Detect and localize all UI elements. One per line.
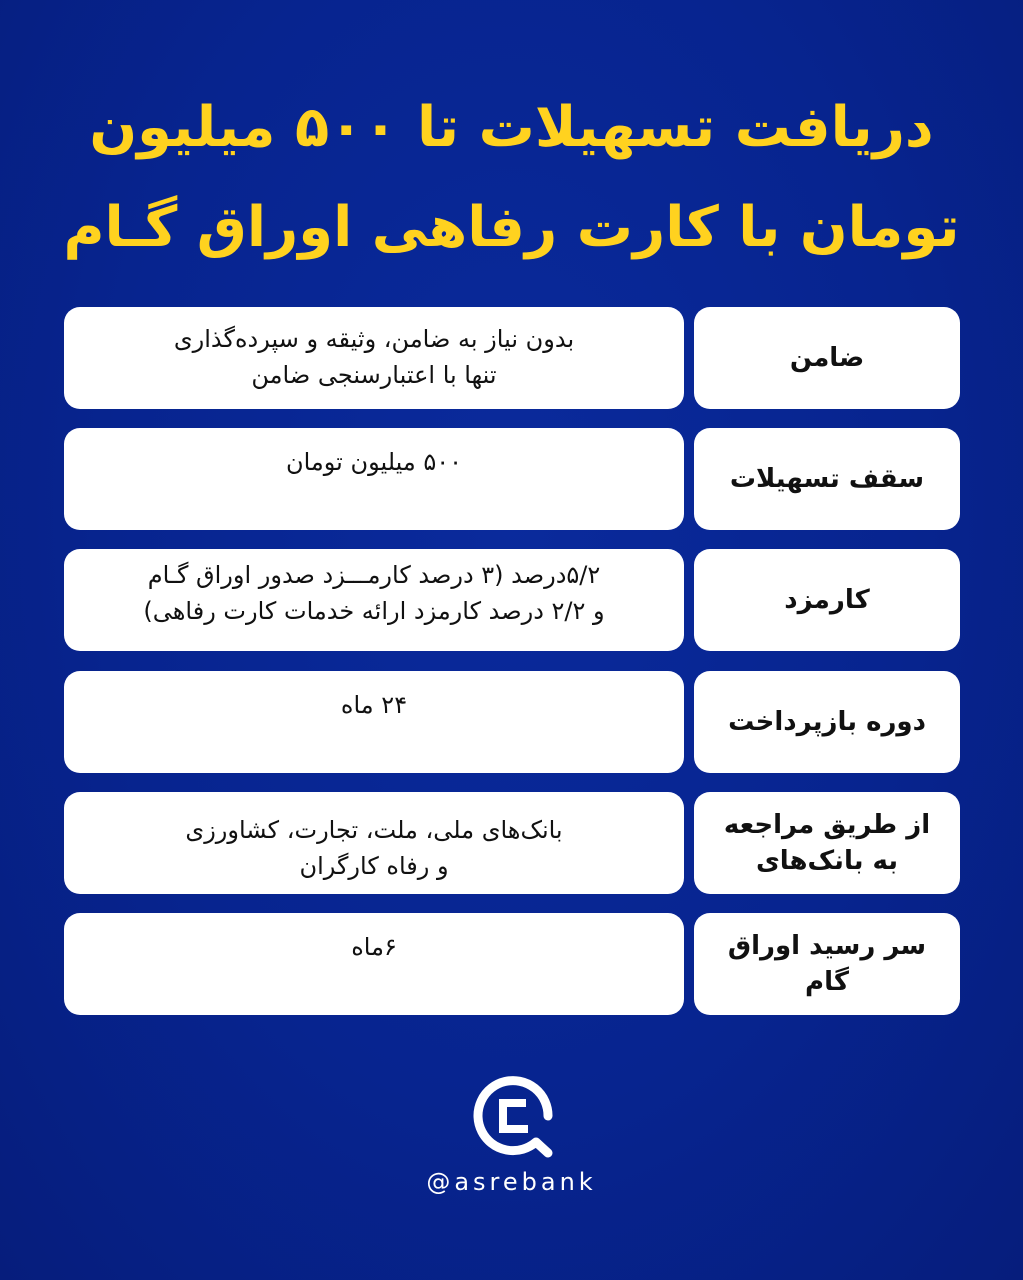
row-value-line-1: ۵۰۰ میلیون تومان [285, 448, 463, 476]
headline-line-1: دریافت تسهیلات تا ۵۰۰ میلیون [89, 95, 934, 160]
social-handle: @asrebank [426, 1168, 597, 1196]
asrebank-logo-icon [470, 1073, 556, 1159]
row-value-line-1: ۶ماه [351, 933, 397, 961]
row-value-line-1: بدون نیاز به ضامن، وثیقه و سپرده‌گذاری [173, 325, 575, 353]
row-label: کارمزد [694, 549, 960, 651]
headline-line-2: تومان با کارت رفاهی اوراق گـام [63, 195, 960, 260]
row-value-line-1: بانک‌های ملی، ملت، تجارت، کشاورزی [185, 816, 563, 844]
table-row-guarantor [64, 307, 960, 409]
table-row-repayment [64, 671, 960, 773]
row-value-line-1: ۵/۲درصد (۳ درصد کارمـــزد صدور اوراق گـام [147, 561, 601, 589]
row-label-line-1: از طریق مراجعه [723, 810, 931, 840]
headline [40, 78, 983, 278]
table-row-fee [64, 549, 960, 651]
table-row-maturity [64, 913, 960, 1015]
row-label [694, 792, 960, 894]
row-value-line-2: و رفاه کارگران [299, 852, 449, 880]
row-value-line-1: ۲۴ ماه [340, 691, 408, 719]
row-value [64, 913, 684, 1015]
table-row-loan-cap [64, 428, 960, 530]
row-value [64, 549, 684, 651]
row-label: سقف تسهیلات [694, 428, 960, 530]
row-value-line-2: تنها با اعتبارسنجی ضامن [251, 361, 497, 389]
row-label: دوره بازپرداخت [694, 671, 960, 773]
row-label-line-2: به بانک‌های [755, 846, 899, 876]
row-value-line-2: و ۲/۲ درصد کارمزد ارائه خدمات کارت رفاهی) [143, 597, 605, 625]
row-label: سر رسید اوراق گام [694, 913, 960, 1015]
row-value [64, 671, 684, 773]
table-row-banks [64, 792, 960, 894]
row-value [64, 428, 684, 530]
row-value [64, 307, 684, 409]
row-value [64, 792, 684, 894]
row-label: ضامن [694, 307, 960, 409]
